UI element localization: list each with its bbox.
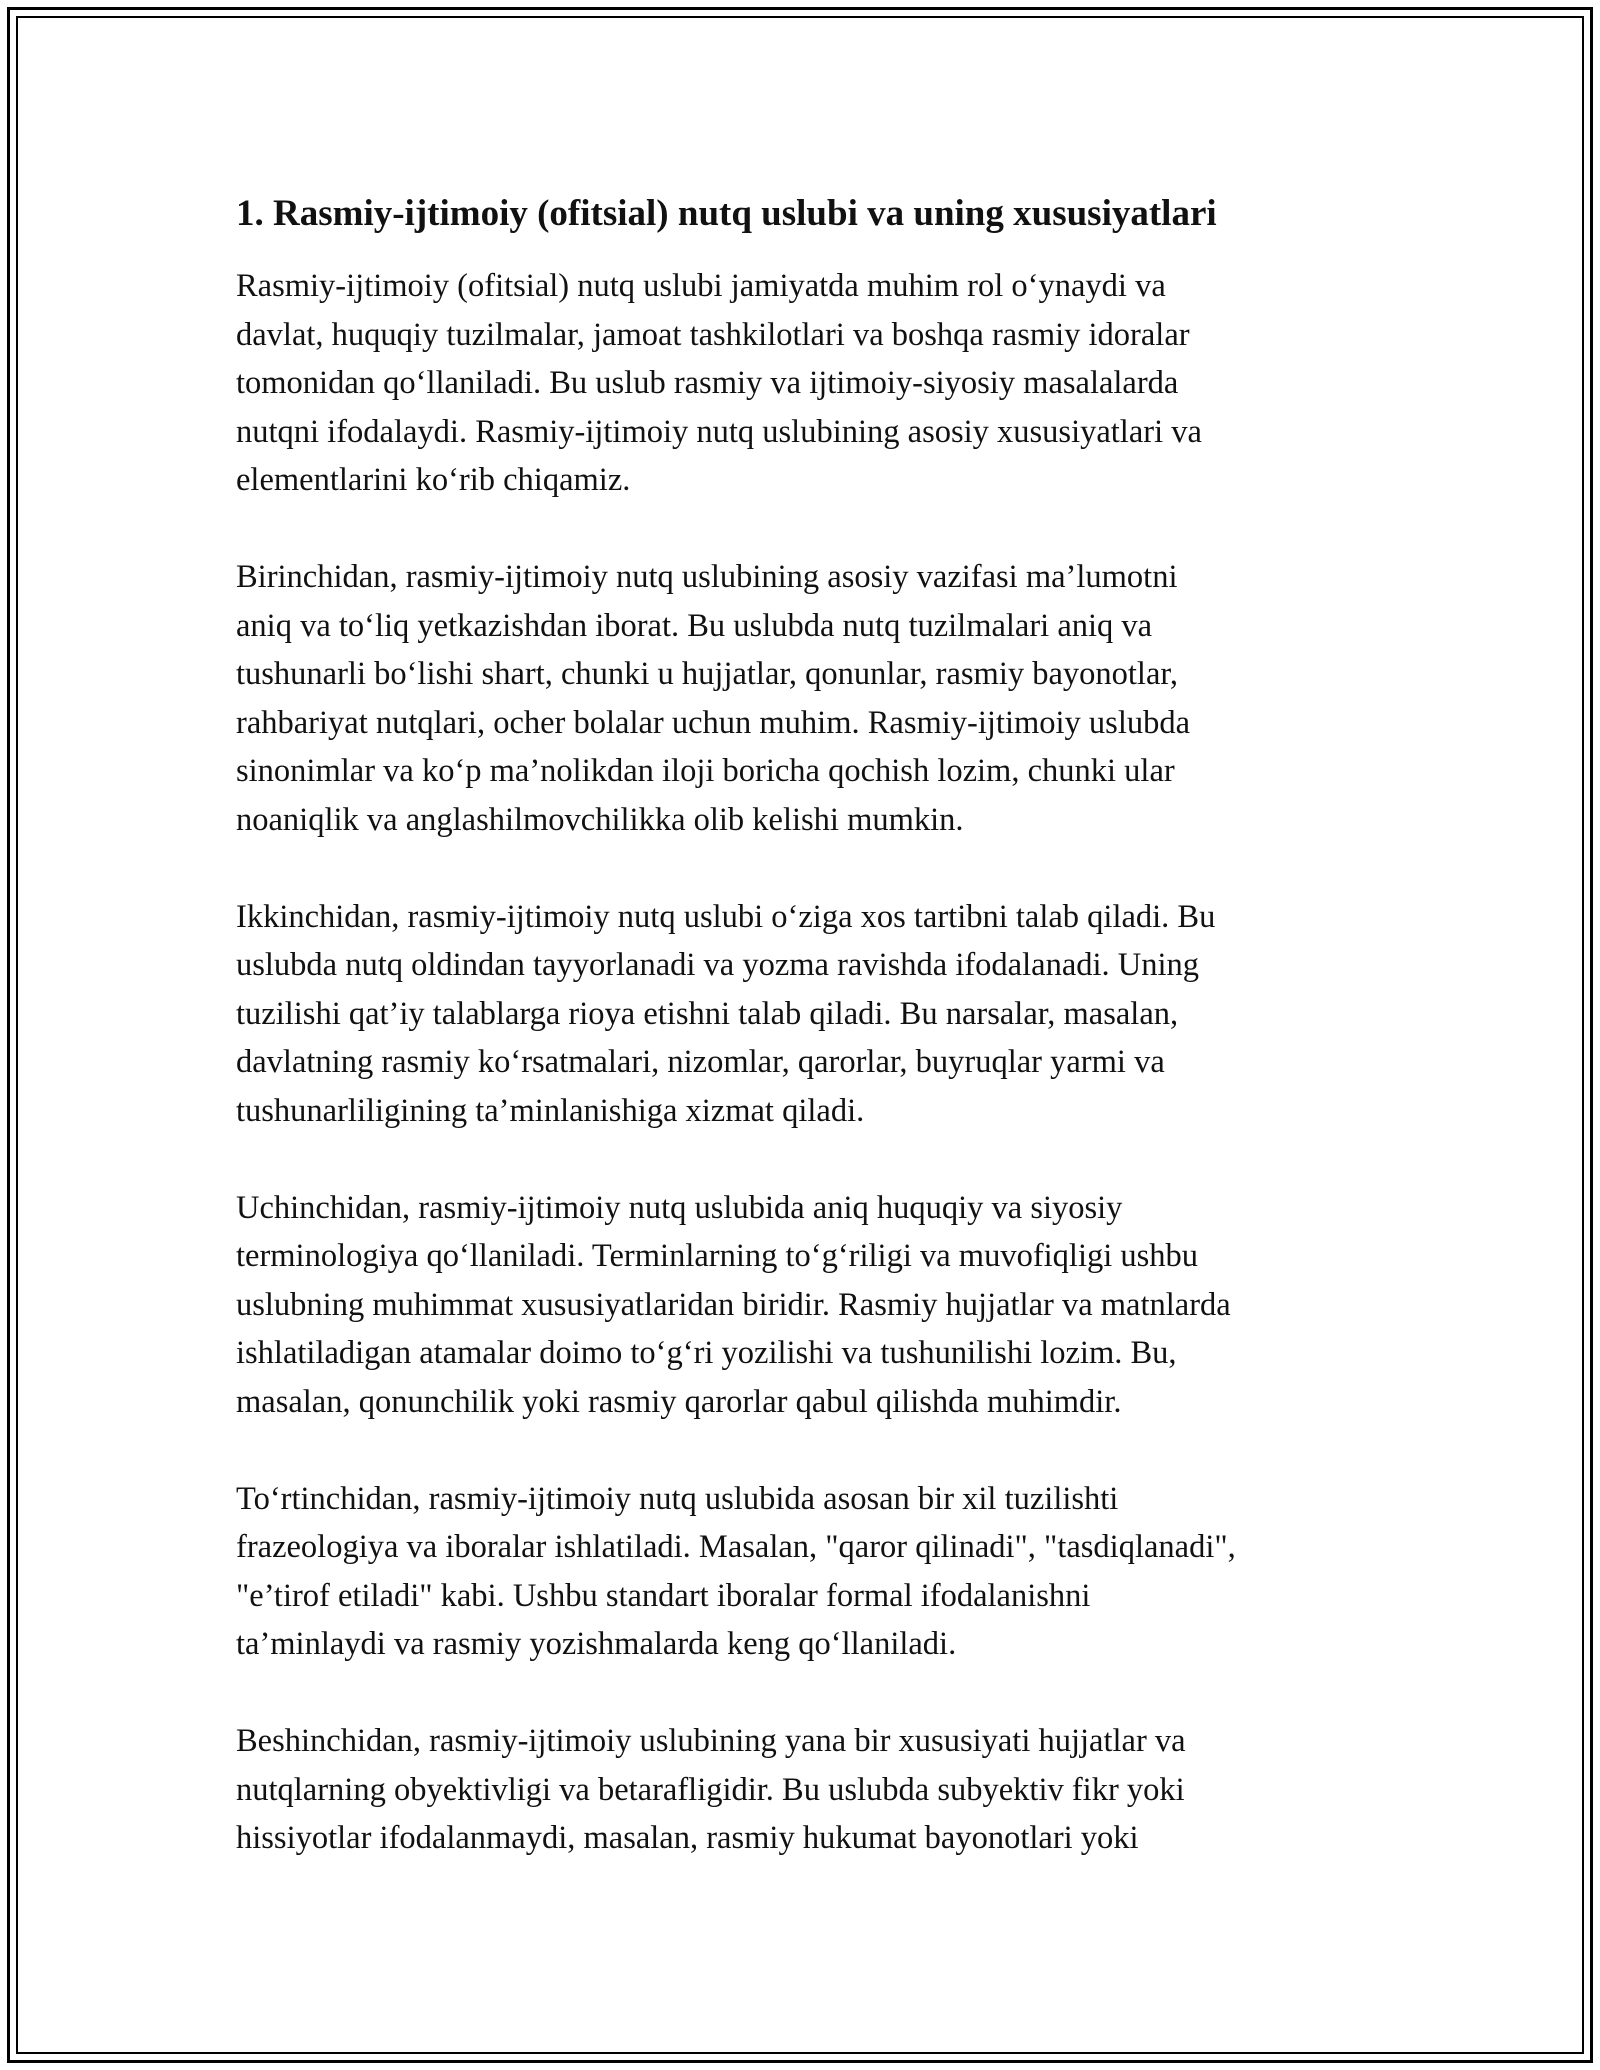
text-line: elementlarini ko‘rib chiqamiz. <box>236 462 631 498</box>
text-line: Beshinchidan, rasmiy-ijtimoiy uslubining yana bir xususiyati hujjatlar va <box>236 1723 1186 1759</box>
text-line: masalan, qonunchilik yoki rasmiy qarorlar qabul qilishda muhimdir. <box>236 1383 1122 1420</box>
text-line: Ikkinchidan, rasmiy-ijtimoiy nutq uslubi o‘ziga xos tartibni talab qiladi. Bu <box>236 898 1216 935</box>
document-body <box>236 190 1396 1911</box>
text-line: tuzilishi qat’iy talablarga rioya etishni talab qiladi. Bu narsalar, masalan, <box>236 995 1179 1032</box>
text-line: uslubning muhimmat xususiyatlaridan biridir. Rasmiy hujjatlar va matnlarda <box>236 1286 1231 1323</box>
text-line: sinonimlar va ko‘p ma’nolikdan iloji boricha qochish lozim, chunki ular <box>236 753 1175 789</box>
text-line: frazeologiya va iboralar ishlatiladi. Masalan, "qaror qilinadi", "tasdiqlanadi", <box>236 1529 1236 1565</box>
text-line: terminologiya qo‘llaniladi. Terminlarning to‘g‘riligi va muvofiqligi ushbu <box>236 1238 1199 1274</box>
text-line: noaniqlik va anglashilmovchilikka olib kelishi mumkin. <box>236 801 964 838</box>
text-line: hissiyotlar ifodalanmaydi, masalan, rasmiy hukumat bayonotlari yoki <box>236 1820 1139 1856</box>
text-line: tushunarliligining ta’minlanishiga xizmat qiladi. <box>236 1092 865 1129</box>
text-line: nutqlarning obyektivligi va betarafligidir. Bu uslubda subyektiv fikr yoki <box>236 1771 1185 1808</box>
text-line: Birinchidan, rasmiy-ijtimoiy nutq uslubining asosiy vazifasi ma’lumotni <box>236 559 1178 595</box>
paragraph <box>236 1475 1396 1669</box>
text-line: tushunarli bo‘lishi shart, chunki u hujjatlar, qonunlar, rasmiy bayonotlar, <box>236 656 1179 692</box>
text-line: ishlatiladigan atamalar doimo to‘g‘ri yozilishi va tushunilishi lozim. Bu, <box>236 1335 1177 1371</box>
text-line: "e’tirof etiladi" kabi. Ushbu standart iboralar formal ifodalanishni <box>236 1577 1091 1614</box>
paragraph <box>236 1717 1396 1863</box>
paragraph <box>236 262 1396 505</box>
text-line: Rasmiy-ijtimoiy (ofitsial) nutq uslubi jamiyatda muhim rol o‘ynaydi va <box>236 268 1166 304</box>
text-line: davlat, huquqiy tuzilmalar, jamoat tashkilotlari va boshqa rasmiy idoralar <box>236 316 1190 353</box>
text-line: To‘rtinchidan, rasmiy-ijtimoiy nutq uslubida asosan bir xil tuzilishti <box>236 1480 1119 1517</box>
paragraph <box>236 893 1396 1136</box>
text-line: nutqni ifodalaydi. Rasmiy-ijtimoiy nutq uslubining asosiy xususiyatlari va <box>236 413 1202 450</box>
document-title: 1. Rasmiy-ijtimoiy (ofitsial) nutq uslubi va uning xususiyatlari <box>236 193 1217 234</box>
text-line: uslubda nutq oldindan tayyorlanadi va yozma ravishda ifodalanadi. Uning <box>236 947 1200 983</box>
text-line: ta’minlaydi va rasmiy yozishmalarda keng qo‘llaniladi. <box>236 1626 957 1662</box>
paragraph <box>236 553 1396 844</box>
text-line: Uchinchidan, rasmiy-ijtimoiy nutq uslubida aniq huquqiy va siyosiy <box>236 1189 1123 1226</box>
text-line: tomonidan qo‘llaniladi. Bu uslub rasmiy va ijtimoiy-siyosiy masalalarda <box>236 365 1179 401</box>
text-line: rahbariyat nutqlari, ocher bolalar uchun muhim. Rasmiy-ijtimoiy uslubda <box>236 704 1191 741</box>
paragraph <box>236 1184 1396 1427</box>
text-line: davlatning rasmiy ko‘rsatmalari, nizomlar, qarorlar, buyruqlar yarmi va <box>236 1044 1165 1080</box>
text-line: aniq va to‘liq yetkazishdan iborat. Bu uslubda nutq tuzilmalari aniq va <box>236 607 1153 644</box>
